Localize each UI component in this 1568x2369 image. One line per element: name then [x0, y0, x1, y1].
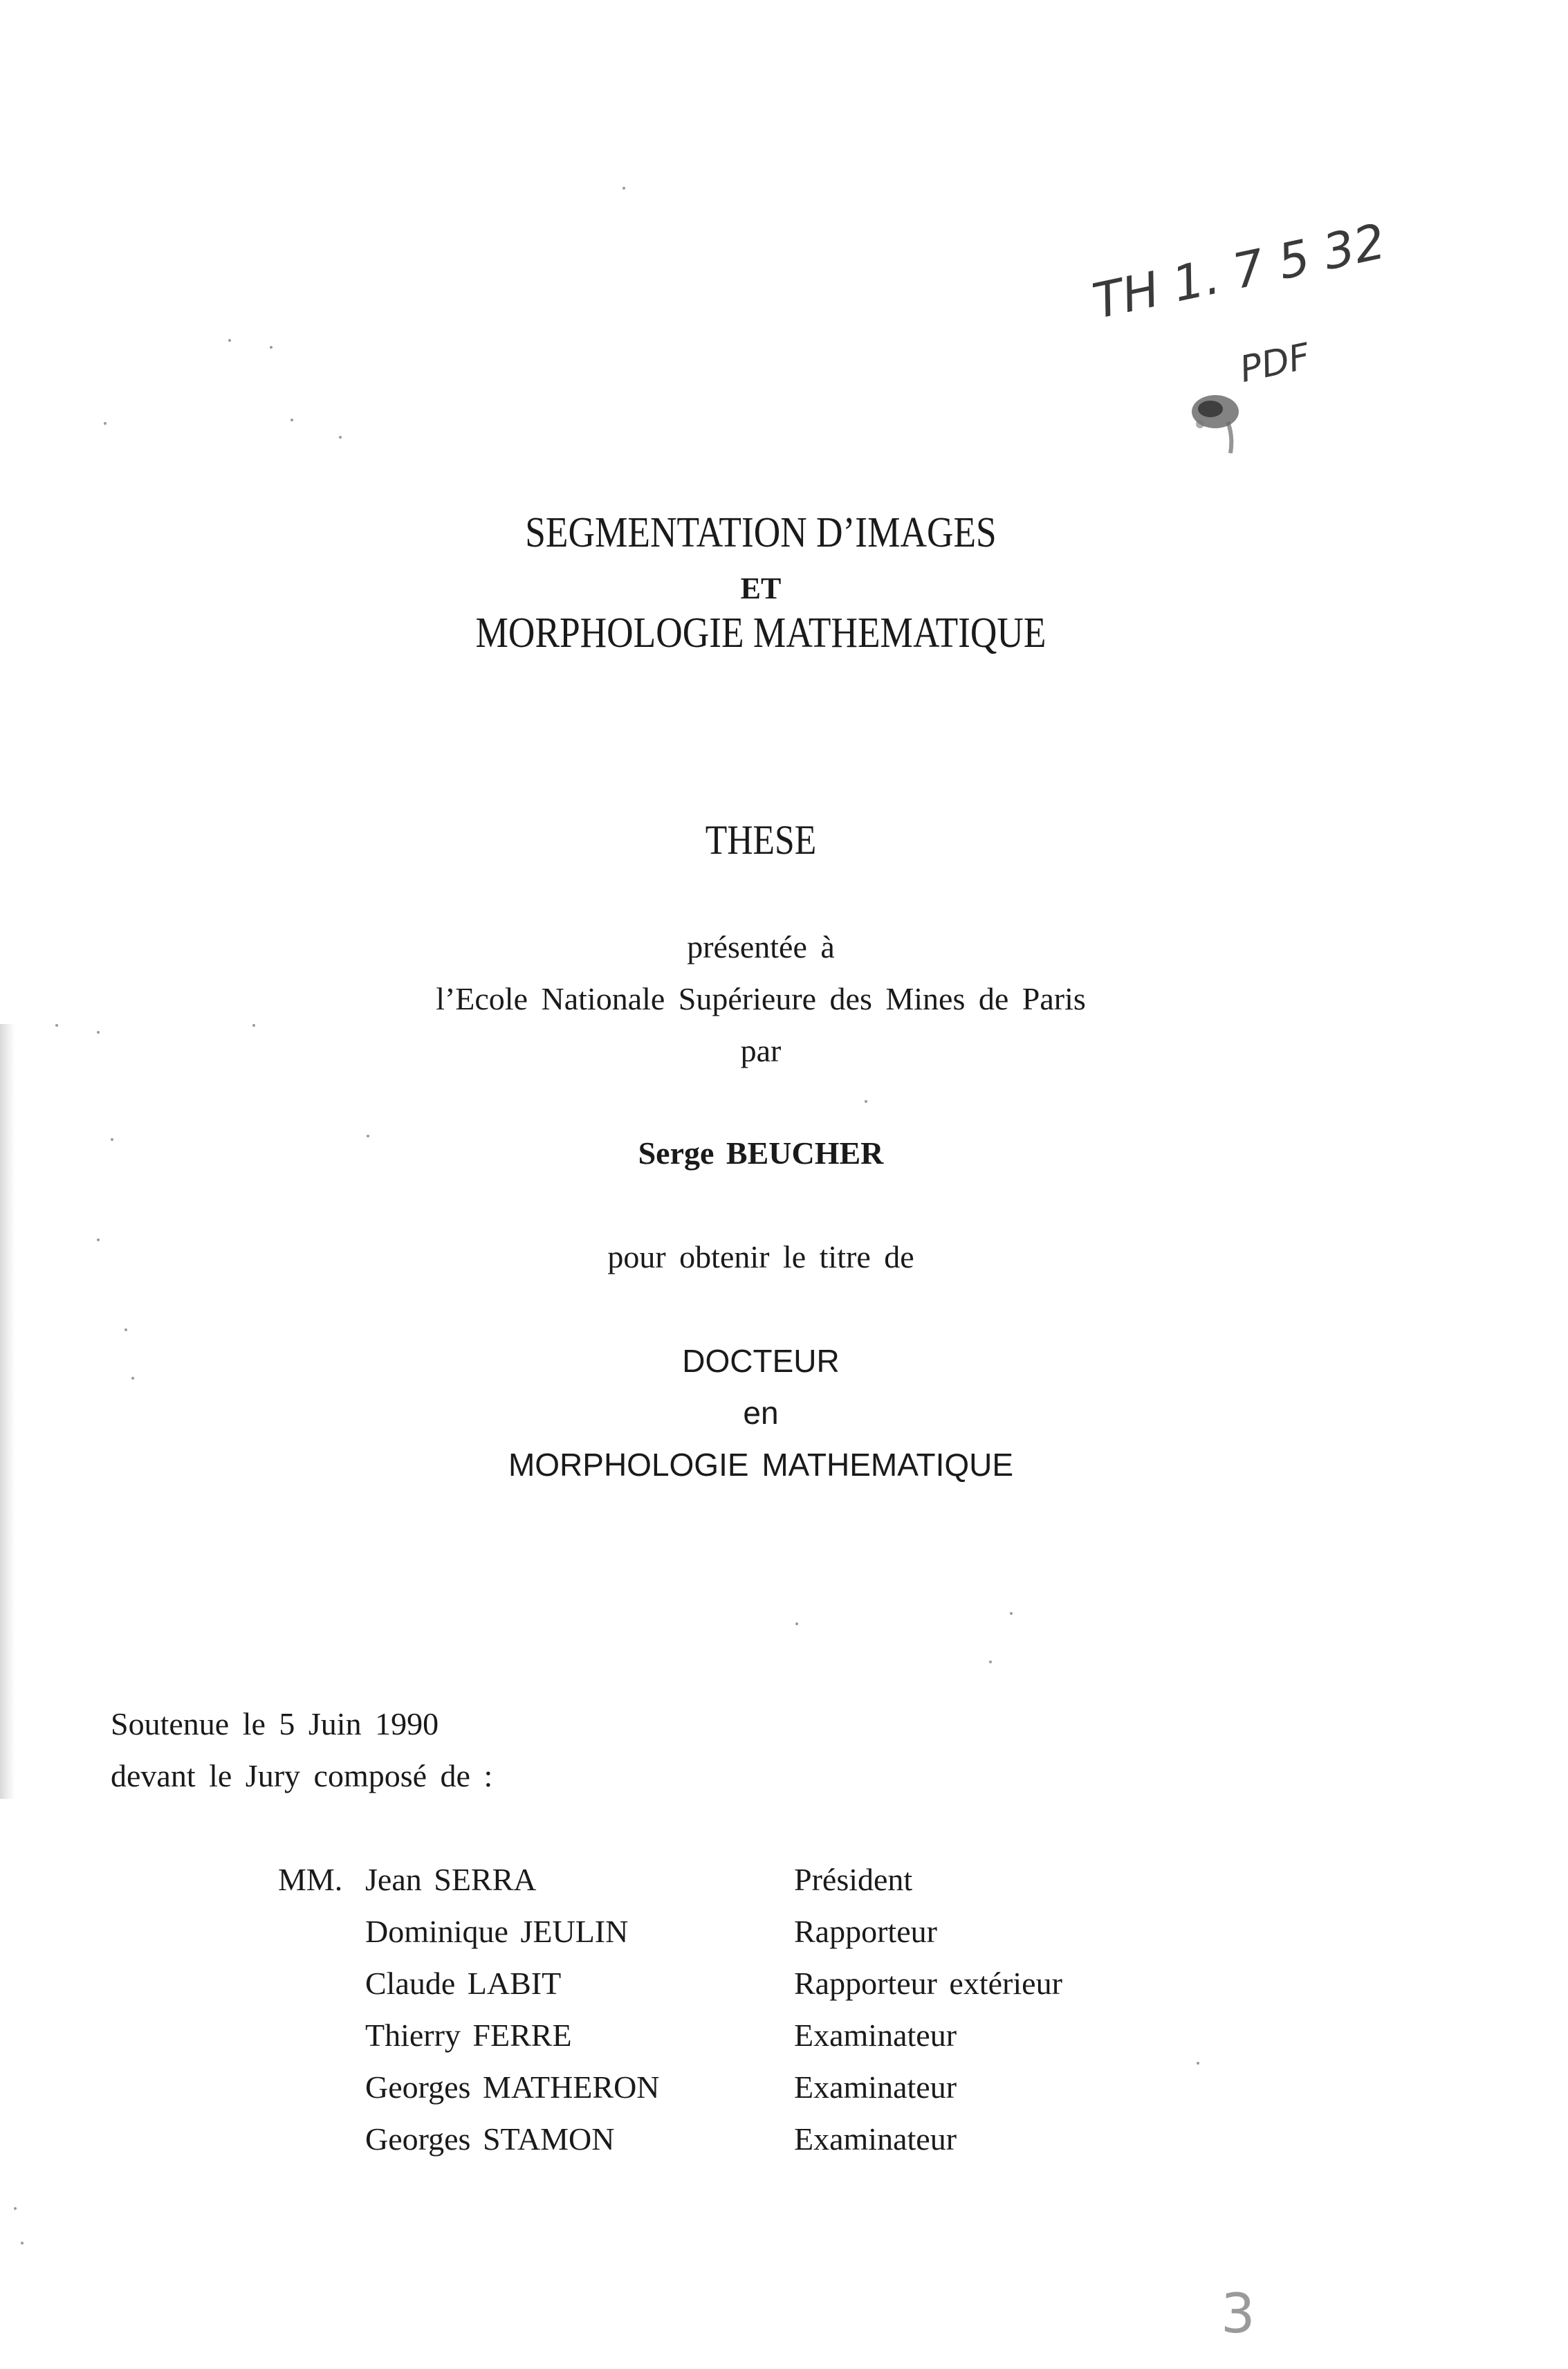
- handwritten-page-number: 3: [1221, 2283, 1255, 2345]
- by-label: par: [740, 1033, 782, 1068]
- scan-speck: [989, 1661, 992, 1663]
- defense-date: Soutenue le 5 Juin 1990: [111, 1706, 439, 1741]
- ink-stamp-icon: [1179, 384, 1255, 460]
- thesis-title-line2: MORPHOLOGIE MATHEMATIQUE: [475, 610, 1046, 657]
- scan-speck: [14, 2207, 17, 2210]
- author-name: Serge BEUCHER: [638, 1135, 884, 1171]
- jury-member-name: Georges STAMON: [365, 2121, 615, 2157]
- thesis-title-conjunction: ET: [740, 571, 782, 605]
- degree-conjunction: en: [743, 1395, 779, 1431]
- jury-member-name: Jean SERRA: [365, 1862, 537, 1897]
- jury-member-role: Président: [794, 1862, 913, 1897]
- jury-member-name: Dominique JEULIN: [365, 1914, 629, 1949]
- degree-title: DOCTEUR: [682, 1343, 840, 1379]
- jury-member-role: Examinateur: [794, 2069, 957, 2105]
- scan-speck: [228, 339, 231, 342]
- scan-speck: [1010, 1612, 1013, 1615]
- scan-speck: [1197, 2062, 1199, 2065]
- scan-speck: [290, 419, 293, 421]
- jury-member-role: Examinateur: [794, 2121, 957, 2157]
- presented-to-label: présentée à: [687, 929, 835, 964]
- scan-speck: [339, 436, 342, 439]
- degree-field: MORPHOLOGIE MATHEMATIQUE: [508, 1447, 1014, 1483]
- scan-speck: [865, 1100, 867, 1103]
- scan-speck: [104, 422, 107, 425]
- scan-speck: [252, 1024, 255, 1027]
- thesis-title-line1: SEGMENTATION D’IMAGES: [525, 509, 997, 556]
- jury-member-name: Thierry FERRE: [365, 2018, 572, 2053]
- scan-speck: [124, 1328, 127, 1331]
- document-type-heading: THESE: [705, 817, 817, 863]
- jury-member-role: Rapporteur: [794, 1914, 937, 1949]
- jury-prefix: MM.: [278, 1862, 343, 1897]
- handwritten-call-number: TH 1. 7 5 32: [1087, 212, 1390, 330]
- scan-speck: [795, 1622, 798, 1625]
- jury-member-role: Examinateur: [794, 2018, 957, 2053]
- handwritten-pdf-note: PDF: [1236, 336, 1314, 391]
- scan-speck: [55, 1024, 58, 1027]
- scan-speck: [270, 346, 273, 349]
- scan-speck: [21, 2242, 24, 2244]
- jury-member-name: Claude LABIT: [365, 1966, 562, 2001]
- jury-intro: devant le Jury composé de :: [111, 1758, 493, 1793]
- jury-member-name: Georges MATHERON: [365, 2069, 660, 2105]
- purpose-text: pour obtenir le titre de: [607, 1239, 914, 1274]
- jury-member-role: Rapporteur extérieur: [794, 1966, 1062, 2001]
- scan-speck: [622, 187, 625, 190]
- institution-name: l’Ecole Nationale Supérieure des Mines de Paris: [436, 981, 1086, 1016]
